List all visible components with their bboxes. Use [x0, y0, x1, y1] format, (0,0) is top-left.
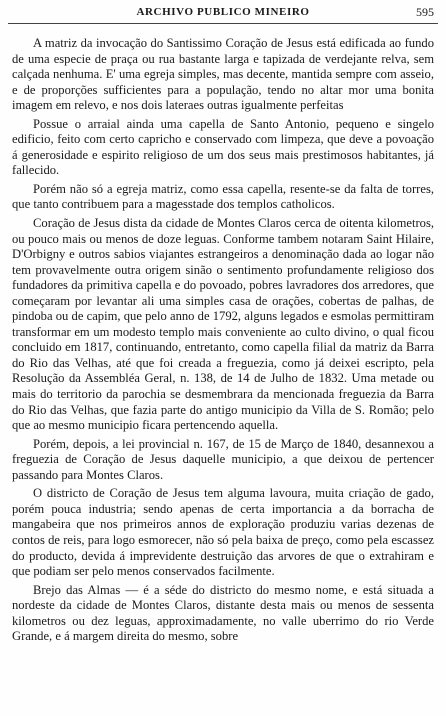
page-number: 595: [416, 5, 434, 19]
running-header: [8, 4, 438, 22]
paragraph: Brejo das Almas — é a séde do districto do mesmo nome, e está situada a nordeste da cidade de Montes Claros, distante desta mais ou menos de sessenta kilometros ou dez leguas, approximadamente, no valle uberrimo do rio Verde Grande, e á margem direita do mesmo, sobre: [12, 582, 434, 644]
paragraph: O districto de Coração de Jesus tem alguma lavoura, muita criação de gado, porém pouca industria; sendo apenas de certa importancia a da borracha de mangabeira que nos primeiros annos de exploração produziu varias dezenas de contos de reis, para logo esmorecer, não só pela baixa de preço, como pela escassez do producto, devida á imprevidente destruição das arvores de que o extrahiram e que podiam ser pelo menos conservados facilmente.: [12, 486, 434, 579]
paragraph: Possue o arraial ainda uma capella de Santo Antonio, pequeno e singelo edificio, feito com certo capricho e conservado com limpeza, que deve a povoação á generosidade e espirito religioso de um dos seus mais prestimosos habitantes, já fallecido.: [12, 116, 434, 178]
body-text: [12, 36, 434, 648]
paragraph: A matriz da invocação do Santissimo Coração de Jesus está edificada ao fundo de uma especie de praça ou rua bastante larga e tapizada de verdejante relva, sem calçada nenhuma. E' uma egreja simples, mas decente, mantida sempre com asseio, e de proporções sufficientes para a população, tendo no altar mor uma bonita imagem em relevo, e nos dois lateraes outras igualmente perfeitas: [12, 36, 434, 113]
paragraph: Porém não só a egreja matriz, como essa capella, resente-se da falta de torres, que tanto contribuem para a magesstade dos templos catholicos.: [12, 181, 434, 212]
paragraph: Coração de Jesus dista da cidade de Montes Claros cerca de oitenta kilometros, ou pouco mais ou menos de doze leguas. Conforme tambem notaram Saint Hilaire, D'Orbigny e outros sabios viajantes estrangeiros a denominação dada ao logar não tem provavelmente outra origem sinão o sentimento profundamente religioso dos fundadores da primitiva capella e do povoado, pobres lavradores dos arredores, que começaram por levantar ali uma simples casa de orações, cobertas de palhas, de pindoba ou de capim, que pelo anno de 1792, alguns legados e esmolas permittiram transformar em um modesto templo mais conveniente ao culto divino, o qual ficou concluido em 1817, continuando, entretanto, como capella filial da matriz da Barra do Rio das Velhas, até que foi creada a freguezia, como já deixei escripto, pela Resolução da Assembléa Geral, n. 138, de 14 de Julho de 1832. Uma metade ou mais do territorio da parochia se desmembrara da mencionada freguezia da Barra do Rio das Velhas, que fazia parte do antigo municipio da Villa de S. Romão; pelo que ao mesmo municipio ficara pertencendo aquella.: [12, 216, 434, 433]
header-rule: [8, 23, 438, 24]
paragraph: Porém, depois, a lei provincial n. 167, de 15 de Março de 1840, desannexou a freguezia de Coração de Jesus daquelle municipio, a que deixou de pertencer passando para Montes Claros.: [12, 436, 434, 482]
running-title: ARCHIVO PUBLICO MINEIRO: [136, 6, 310, 18]
